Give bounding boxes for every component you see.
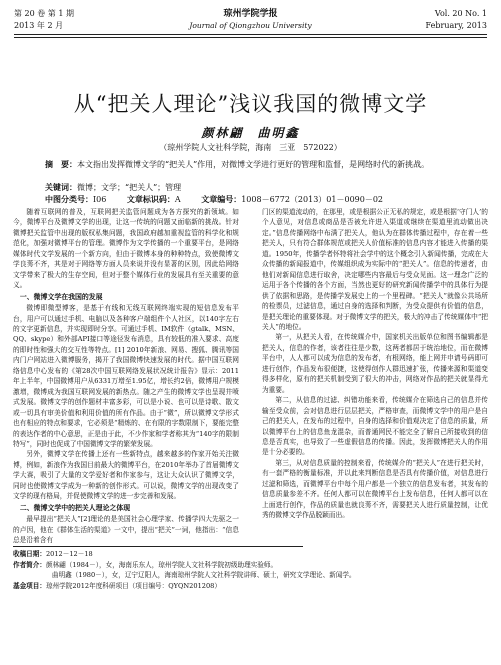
section-heading: 一、微博文学在我国的发展 (19, 292, 103, 301)
publication-date-cn: 2013 年 2 月 (14, 21, 64, 30)
header-rule (14, 34, 487, 35)
volume-issue-en: Vol. 20 No. 1 (434, 9, 487, 18)
section-heading: 二、微博文学中的把关人理论之体现 (19, 503, 131, 512)
volume-issue-cn: 第 20 卷 第 1 期 (14, 9, 74, 18)
article-title: 从“把关人理论”浅议我国的微博文学 (73, 92, 428, 116)
publication-date-en: February, 2013 (425, 21, 487, 30)
body-paragraph: 另外，微博文学在传播上还有一些新特点，越来越多的作家开始关注微博，例如，新浪作为我国目前最大的微博平台，在2010年举办了首届微博文学大赛，吸引了大量的文学爱好者和作家参与，这让大众认识了微博文学，同时也使微博文学成为一种新的创作形式。可以说，微博文学的出现改变了文学的现有格局，并促使微博文学的进一步完善和发展。 (13, 450, 239, 501)
body-paragraph: 随着互联网的普及，互联网把关监管问题成为各方探究的新领域。如今，微博平台及微博文学的出现，让这一传统的问题又面临新的挑战。针对微博把关监管中出现的版权私集问题，我国政府越加重视监管的科学化和规范化，加强对微博平台的管理。微博作为文学传播的一个重要平台，是网络媒体时代文学发展的一个新方向，但由于微博本身的种种特点，致使微博文学良莠不齐，其是对于网络等方面人员来说并没有显著的区别，因此给网络文学带来了极大的生存空间，但对于整个媒体行业的发展具有至关重要的意义。 (13, 208, 239, 290)
body-paragraph: 门区的渠道流动的，在那里，或是根据公正无私的规定，或是根据‘守门人’的个人意见，对信息或商品是否被允许进入渠道或继续在渠道里流动做出决定。”信息传播网络中布满了把关人，他认为在群体传播过程中，存在着一些把关人，只有符合群体规范或把关人价值标准的信息内容才能进入传播的渠道。1950年，传播学者怀特将社会学中的这个概念引入新闻传播，完成在大众传播的新闻报道中，传媒组织成为实际中的“把关人”。信息的传递者，由他们对新闻信息进行取舍，决定哪些内容最后与受众见面。这一理念广泛的运用于各个传播的各个方面，当然也更好的研究新闻传播学中的具体行为提供了依据和思路，是传播学发展史上的一个里程碑。“把关人”就像公共场所的检票员，过滤信息，通过自身的选择和判断，为受众提供有价值的信息，是把关理论的重要体现。对于微博文学的把关，极大的冲击了传统媒体中“把关人”的地位。 (262, 208, 488, 331)
keywords (45, 182, 465, 193)
article-id-label: 文章编号： (201, 194, 242, 204)
received-date-line (13, 549, 483, 560)
author-bio-line-2 (13, 570, 483, 581)
article-authors: 颜林翩 曲明鑫 (201, 126, 300, 140)
doc-code-value: A (174, 195, 181, 204)
body-paragraph: 微博即微型博客，是基于有线和无线互联网终端实现的短信息发布平台，用户可以通过手机、电脑以及各种客户端组件个人社区，以140字左右的文字更新信息，并实现即时分享。可通过手机、IM软件（gtalk、MSN、QQ、skype）和外部API接口等途径发布消息，具有较低的准入要求、高度的即时性和强大的交互性等特点。[1] 2010年新浪、网易、搜狐、腾讯等国内门户网站进入微博服务，揭开了我国微博快速发展的时代。据中国互联网络信息中心发布的《第28次中国互联网络发展状况统计报告》显示：2011年上半年，中国微博用户从6331万增至1.95亿，增长约2倍，微博用户规模激增，微博成为我国互联网发展的新热点。随之产生的微博文学也呈现井喷式发展。微博文学的创作题材丰富多彩，可以是小说、也可以是诗歌、散文或一切具有审美价值和利用价值的所有作品。由于“微”，所以微博文学形式也有相应的特点和要求，它必须是“精炼的、在有限的字数限制下，要能完整的表达作者的中心意思，正是由于此，不少作家和学者称其为“140字的限制特写”，同时也促成了中国微博文学的繁荣发展。 (13, 304, 239, 448)
classification-line (45, 194, 465, 205)
abstract-text: 本文指出发挥微博文学的“把关人”作用，对微博文学进行更好的管理和监督，是网络时代的新挑战。 (77, 160, 430, 169)
clc-value: I06 (93, 195, 107, 204)
body-column-right (262, 207, 488, 521)
author-bio-line (13, 560, 483, 571)
body-column-left (13, 207, 239, 546)
body-paragraph: 第三，从对信息质量的控制来看，传统媒介的“把关人”在进行把关时，有一套严格的衡量标准，并以此来判断信息是否具有传播价值，对信息进行过滤和筛选，而微博平台中每个用户都是一个独立的信息发布者，其发布的信息质量参差不齐。任何人都可以在微博平台上发布信息，任何人都可以在上面进行创作，作品的质量也就良莠不齐，需要把关人进行质量控制，让优秀的微博文学作品脱颖而出。 (262, 458, 488, 520)
header-rule-thin (14, 37, 487, 38)
author-bio-1: 颜林翩（1984－），女，海南乐东人，琼州学院人文社科学院初级助理实验师。 (45, 560, 278, 569)
journal-name-en: Journal of Qiongzhou University (189, 21, 312, 30)
fund-line (13, 581, 483, 592)
doc-code-label: 文章标识码： (126, 194, 175, 204)
footnotes (13, 549, 483, 591)
abstract (45, 159, 465, 170)
journal-name-cn: 琼州学院学报 (223, 9, 278, 19)
abstract-label: 摘 要： (45, 159, 77, 169)
fund-label: 基金项目： (13, 581, 46, 590)
keywords-label: 关键词： (45, 182, 77, 192)
clc-label: 中图分类号： (45, 194, 93, 204)
article-id-value: 1008－6772（2013）01－0090－02 (241, 195, 384, 204)
body-paragraph: 第二，从信息的过滤、纠错功能来看，传统媒介在筛选自己的信息并传输至受众前，会对信息进行层层把关，严格审查，而微博文学中的用户是自己的把关人，在发布的过程中，自身的选择和价值观决定了信息的质量，所以微博平台上的信息鱼龙混杂，而普通网民不能完全了解自己所接收到的信息是否真实，也导致了一些虚假信息的传播。因此，发挥微博把关人的作用是十分必要的。 (262, 396, 488, 457)
footnote-rule (13, 546, 303, 547)
journal-header (14, 6, 487, 36)
received-value: 2012－12－18 (45, 550, 93, 558)
author-bio-label: 作者简介： (13, 560, 46, 569)
body-paragraph: 最早提出“把关人”[2]理论的是美国社会心理学家、传播学四大先驱之一的卢因，他在《群体生活的渠道》一文中，提出“把关”一词，他指出：“信息总是沿着含有 (13, 515, 239, 545)
keywords-text: 微博；文学；“把关人”；管理 (77, 183, 182, 192)
author-affiliation: （琼州学院人文社科学院，海南 三亚 572022） (159, 143, 342, 152)
body-paragraph: 第一，从把关人看，在传统媒介中，国家机关出版单位和图书编辑都是把关人，信息的作者，该者往往是少数，这两者都居于统治地位，而在微博平台中，人人都可以成为信息的发布者，有根网络，能上网并申请号码即可进行创作，作品发布很便捷，这使得创作人群迅速扩张，传播来源和渠道变得多样化，原有的把关机制受到了很大的冲击，网络对作品的把关就显得尤为重要。 (262, 333, 488, 394)
author-bio-2: 曲明鑫（1980－），女，辽宁辽阳人，海南琼州学院人文社科学院讲师、硕士，研究文学理论、新闻学。 (52, 571, 356, 579)
fund-value: 琼州学院2012年度科研项目（项目编号：QYQN201208） (45, 581, 221, 590)
received-label: 收稿日期： (13, 550, 46, 558)
